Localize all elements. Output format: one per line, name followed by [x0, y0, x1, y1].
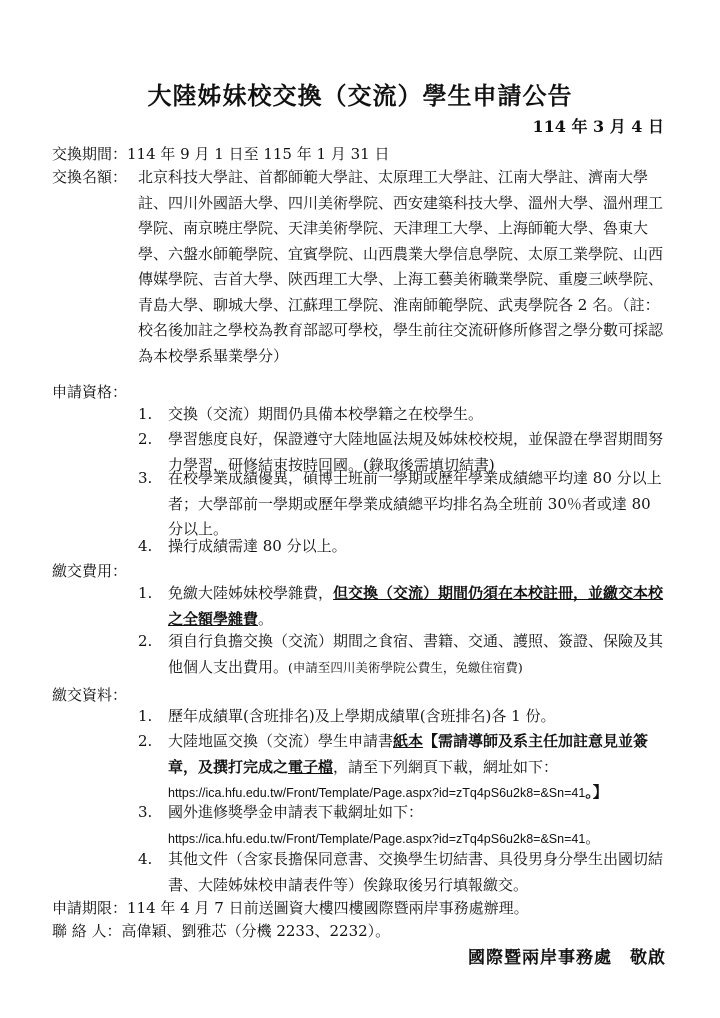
- period-value: 114 年 9 月 1 日至 115 年 1 月 31 日: [127, 145, 390, 163]
- item-number: 4.: [138, 537, 153, 555]
- paper-copy-emphasis: 紙本: [393, 732, 424, 750]
- item-number: 2.: [138, 732, 153, 750]
- deadline-value: 114 年 4 月 7 日前送圖資大樓四樓國際暨兩岸事務處辦理。: [127, 899, 529, 917]
- contact-row: [52, 919, 390, 944]
- item-number: 1.: [138, 707, 153, 725]
- eligibility-item-3: [138, 466, 668, 543]
- item-number: 2.: [138, 632, 153, 650]
- item-number: 1.: [138, 405, 153, 423]
- eligibility-item-1: [138, 402, 668, 428]
- contact-value: 高偉穎、劉雅芯（分機 2233、2232）。: [121, 922, 391, 940]
- documents-item-3-end: 。: [585, 828, 601, 847]
- documents-item-4: [138, 847, 668, 898]
- documents-item-2-text-a: 大陸地區交換（交流）學生申請書: [168, 732, 394, 750]
- documents-item-3-text: 國外進修獎學金申請表下載網址如下：: [168, 803, 424, 821]
- item-text: [168, 729, 668, 807]
- item-text: 操行成績需達 80 分以上。: [168, 537, 347, 555]
- fees-item-1-text-c: 。: [258, 609, 274, 628]
- office-signature: 國際暨兩岸事務處 敬啟: [468, 948, 666, 968]
- fees-label: 繳交費用：: [52, 562, 128, 580]
- documents-item-2-text-e: ，請至下列網頁下載，網址如下：: [333, 757, 559, 776]
- electronic-file-emphasis: 電子檔: [288, 757, 334, 776]
- item-text: 交換（交流）期間仍具備本校學籍之在校學生。: [168, 405, 484, 423]
- quota-label: 交換名額：: [52, 168, 128, 186]
- documents-item-1: [138, 704, 668, 730]
- documents-item-2: [138, 729, 668, 807]
- item-text: 其他文件（含家長擔保同意書、交換學生切結書、具役男身分學生出國切結書、大陸姊妹校申請表件等）俟錄取後另行填報繳交。: [168, 850, 664, 894]
- item-text: [168, 581, 668, 632]
- item-text: 在校學業成績優異，碩博士班前一學期或歷年學業成績總平均達 80 分以上者；大學部前一學期或歷年學業成績總平均排名為全班前 30％者或達 80 分以上。: [168, 469, 662, 538]
- item-number: 3.: [138, 469, 153, 487]
- fees-item-2: [138, 629, 668, 680]
- item-text: 歷年成績單(含班排名)及上學期成績單(含班排名)各 1 份。: [168, 707, 556, 725]
- eligibility-label: 申請資格：: [52, 383, 128, 401]
- eligibility-item-4: [138, 534, 668, 560]
- scholarship-download-link[interactable]: https://ica.hfu.edu.tw/Front/Template/Page.aspx?id=zTq4pS6u2k8=&Sn=41: [168, 831, 586, 846]
- deadline-label: 申請期限：: [52, 899, 128, 917]
- period-row: [52, 142, 389, 167]
- item-text: 學習態度良好，保證遵守大陸地區法規及姊妹校校規，並保證在學習期間努力學習，研修結束按時回國。(錄取後需填切結書): [168, 430, 664, 474]
- page-title: 大陸姊妹校交換（交流）學生申請公告: [147, 81, 573, 110]
- deadline-row: [52, 896, 529, 921]
- fees-item-1-emphasis: 但交換（交流）期間仍須在本校註冊，並繳交本校之全額學雜費: [168, 584, 664, 628]
- item-text: [168, 800, 668, 852]
- quota-text: 北京科技大學註、首都師範大學註、太原理工大學註、江南大學註、濟南大學註、四川外國語大學、四川美術學院、西安建築科技大學、溫州大學、溫州理工學院、南京曉庄學院、天津美術學院、天津理工大學、上海師範大學、魯東大學、六盤水師範學院、宜賓學院、山西農業大學信息學院、太原工業學院、山西傳媒學院、吉首大學、陝西理工大學、上海工藝美術職業學院、重慶三峽學院、青島大學、聊城大學、江蘇理工學院、淮南師範學院、武夷學院各 2 名。（註：校名後加註之學校為教育部認可學校，學生前往交流研修所修習之學分數可採認為本校學系畢業學分）: [138, 168, 664, 365]
- announcement-date: 114 年 3 月 4 日: [532, 117, 664, 136]
- documents-item-2-text-c: 【需請導師及系主任加註意見並簽章，及撰打完成之: [168, 732, 649, 776]
- fees-item-1: [138, 581, 668, 632]
- item-number: 3.: [138, 803, 153, 821]
- documents-item-2-end: 。】: [585, 783, 608, 801]
- documents-item-3: [138, 800, 668, 852]
- contact-label: 聯 絡 人：: [52, 922, 122, 940]
- documents-label: 繳交資料：: [52, 686, 128, 704]
- item-number: 4.: [138, 850, 153, 868]
- application-download-link[interactable]: https://ica.hfu.edu.tw/Front/Template/Page.aspx?id=zTq4pS6u2k8=&Sn=41: [168, 786, 586, 800]
- item-text: [168, 629, 668, 680]
- item-number: 1.: [138, 584, 153, 602]
- fees-item-2-note: (申請至四川美術學院公費生，免繳住宿費): [288, 659, 523, 675]
- period-label: 交換期間：: [52, 145, 128, 163]
- fees-item-2-text: 須自行負擔交換（交流）期間之食宿、書籍、交通、護照、簽證、保險及其他個人支出費用。: [168, 632, 664, 676]
- fees-item-1-text-a: 免繳大陸姊妹校學雜費，: [168, 584, 334, 602]
- item-number: 2.: [138, 430, 153, 448]
